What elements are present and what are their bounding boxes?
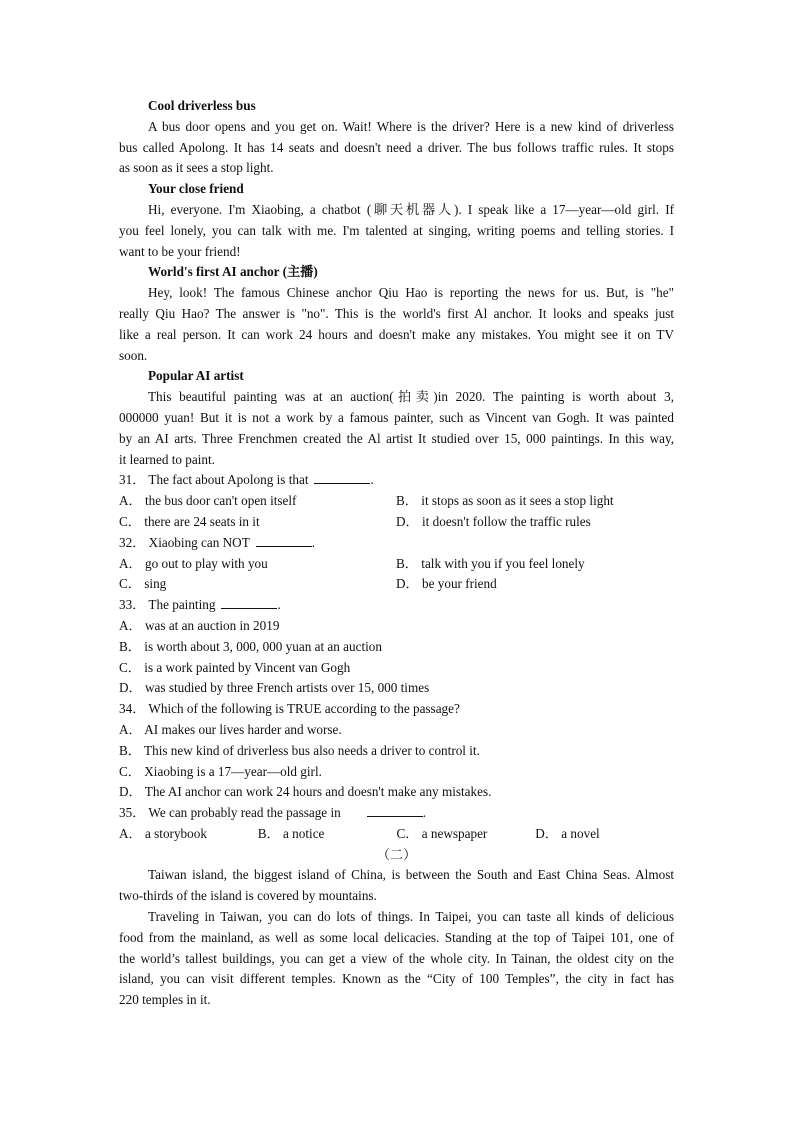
artist-text-line: This beautiful painting was at an auction(拍卖)in 2020. The painting is worth about 3, [148,389,674,405]
option-a: A． go out to play with you [119,555,268,571]
friend-text-line: Hi, everyone. I'm Xiaobing, a chatbot (聊天机器人). I speak like a 17—year—old girl. If [148,201,674,217]
question-33-stem: 33． The painting . [119,597,281,613]
bus-text-line: as soon as it sees a stop light. [119,160,274,176]
question-32-options-row [119,574,674,595]
question-31-options-row [119,491,674,512]
section-title-bus: Cool driverless bus [148,98,256,113]
option-a: A． was at an auction in 2019 [119,617,280,633]
question-32-stem: 32． Xiaobing can NOT . [119,534,316,550]
question-31-stem: 31． The fact about Apolong is that . [119,472,374,488]
section-title-artist: Popular AI artist [148,368,244,384]
question-32-options-row [119,554,674,575]
part-marker: （二） [376,846,417,862]
option-b: B． talk with you if you feel lonely [396,555,585,571]
section-title-anchor: World's first AI anchor (主播) [148,264,318,280]
answer-blank [314,470,370,484]
answer-blank [221,595,277,609]
anchor-text-line: really Qiu Hao? The answer is "no". This is the world's first Al anchor. It looks and speaks just [119,305,674,321]
option-c: C． sing [119,576,167,592]
passage-text-line: the world’s tallest buildings, you can get a view of the whole city. In Tainan, the oldest city on the [119,950,674,966]
artist-text-line: it learned to paint. [119,451,215,467]
passage-text-line: two-thirds of the island is covered by mountains. [119,888,377,904]
friend-text-line: want to be your friend! [119,243,241,259]
option-d: D． a novel [535,825,600,841]
anchor-text-line: soon. [119,347,148,363]
artist-text-line: 000000 yuan! But it is not a work by a famous painter, such as Vincent van Gogh. It was painted [119,409,674,425]
artist-text-line: by an AI arts. Three Frenchmen created the Al artist It studied over 15, 000 paintings. In this way, [119,430,674,446]
option-c: C． there are 24 seats in it [119,513,260,529]
bus-text-line: A bus door opens and you get on. Wait! Where is the driver? Here is a new kind of driverless [148,118,674,134]
option-a: A． AI makes our lives harder and worse. [119,721,342,737]
option-d: D． be your friend [396,576,497,592]
option-a: A． the bus door can't open itself [119,493,297,509]
passage-text-line: island, you can visit different temples. Known as the “City of 100 Temples”, the city in fact has [119,971,674,987]
question-35-options-row [119,824,674,845]
bus-text-line: bus called Apolong. It has 14 seats and doesn't need a driver. The bus follows traffic rules. It stops [119,139,674,155]
option-c: C． a newspaper [396,825,488,841]
option-b: B． is worth about 3, 000, 000 yuan at an auction [119,638,382,654]
anchor-text-line: Hey, look! The famous Chinese anchor Qiu Hao is reporting the news for us. But, is "he" [148,285,674,301]
option-a: A． a storybook [119,825,207,841]
question-35-stem: 35． We can probably read the passage in . [119,805,427,821]
passage-text-line: 220 temples in it. [119,992,211,1008]
option-b: B． a notice [257,825,325,841]
section-title-friend: Your close friend [148,181,244,197]
option-b: B． it stops as soon as it sees a stop light [396,493,614,509]
anchor-text-line: like a real person. It can work 24 hours and doesn't make any mistakes. You might see it on TV [119,326,674,342]
option-c: C． Xiaobing is a 17—year—old girl. [119,763,322,779]
passage-text-line: Traveling in Taiwan, you can do lots of things. In Taipei, you can taste all kinds of delicious [148,909,674,925]
option-b: B． This new kind of driverless bus also needs a driver to control it. [119,742,480,758]
question-31-options-row [119,512,674,533]
answer-blank [367,803,423,817]
answer-blank [256,533,312,547]
option-c: C． is a work painted by Vincent van Gogh [119,659,351,675]
passage-text-line: Taiwan island, the biggest island of China, is between the South and East China Seas. Almost [148,867,674,883]
document-page [119,96,674,1011]
option-d: D． was studied by three French artists over 15, 000 times [119,680,430,696]
friend-text-line: you feel lonely, you can talk with me. I'm talented at singing, writing poems and telling stories. I [119,222,674,238]
question-34-stem: 34． Which of the following is TRUE according to the passage? [119,701,460,717]
passage-text-line: food from the mainland, as well as some local delicacies. Standing at the top of Taipei 101, one of [119,929,674,945]
option-d: D． The AI anchor can work 24 hours and doesn't make any mistakes. [119,784,492,800]
option-d: D． it doesn't follow the traffic rules [396,513,591,529]
